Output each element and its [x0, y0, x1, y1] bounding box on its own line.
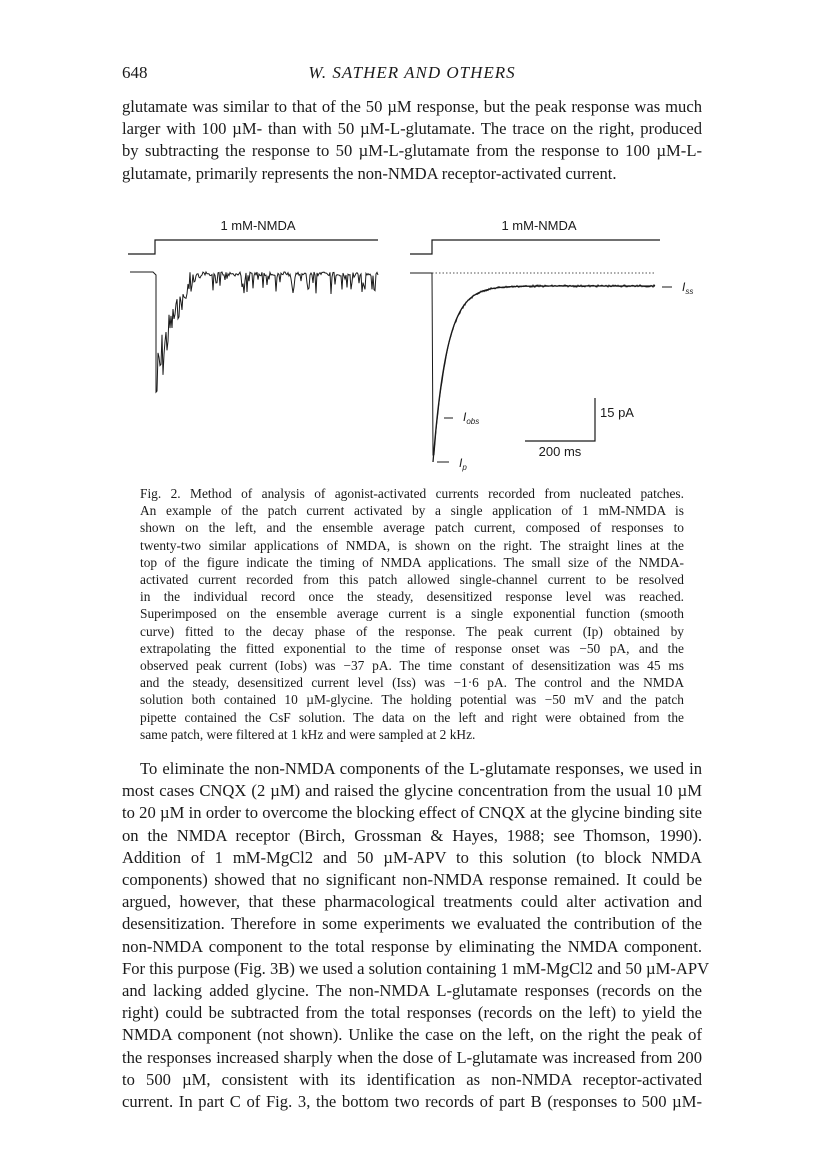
running-head: W. SATHER AND OTHERS — [308, 63, 516, 82]
scale-bar — [525, 398, 595, 441]
text-line: argued, however, that these pharmacological treatments could alter activation and — [122, 892, 702, 912]
right-stimulus-bar — [410, 240, 660, 254]
right-ensemble-trace — [410, 273, 655, 455]
caption-line: solution both contained 10 µM-glycine. The holding potential was −50 mV and the patch — [140, 692, 684, 708]
text-line: glutamate was similar to that of the 50 µM response, but the peak response was much — [122, 97, 702, 116]
caption-line: in the individual record once the steady, desensitized response level was reached. — [140, 589, 684, 605]
scale-bar-y-label: 15 pA — [600, 405, 634, 420]
left-current-trace — [130, 272, 378, 392]
text-line: to 20 µM in order to overcome the blocking effect of CNQX at the glycine binding site — [122, 803, 702, 823]
text-line: NMDA component (not shown). Unlike the case on the left, on the right the peak of — [122, 1025, 702, 1045]
left-stimulus-label: 1 mM-NMDA — [220, 218, 296, 233]
caption-line: and the steady, desensitized current level (Iss) was −1·6 pA. The control and the NMDA — [140, 675, 684, 691]
caption-line: extrapolating the fitted exponential to the time of response onset was −50 pA, and the — [140, 640, 684, 656]
caption-line: An example of the patch current activated by a single application of 1 mM-NMDA is — [140, 503, 684, 519]
caption-line: Superimposed on the ensemble average current is a single exponential function (smooth — [140, 606, 684, 622]
caption-line: curve) fitted to the decay phase of the response. The peak current (Ip) obtained by — [140, 623, 684, 639]
caption-line: same patch, were filtered at 1 kHz and were sampled at 2 kHz. — [140, 726, 476, 742]
caption-line: top of the figure indicate the timing of NMDA applications. The small size of the NMDA- — [140, 554, 684, 570]
caption-line: Fig. 2. Method of analysis of agonist-activated currents recorded from nucleated patches. — [140, 486, 684, 501]
text-line: glutamate, primarily represents the non-NMDA receptor-activated current. — [122, 163, 617, 183]
text-line: non-NMDA component to the total response by eliminating the NMDA component. — [122, 936, 702, 956]
caption-line: activated current recorded from this patch allowed single-channel current to be resolved — [140, 572, 684, 588]
ip-label: $I_p$ — [459, 456, 467, 472]
text-line: most cases CNQX (2 µM) and raised the glycine concentration from the usual 10 µM — [122, 781, 702, 801]
caption-line: pipette contained the CsF solution. The data on the left and right were obtained from the — [140, 709, 684, 725]
text-line: larger with 100 µM- than with 50 µM-L-glutamate. The trace on the right, produced — [122, 119, 702, 139]
right-stimulus-label: 1 mM-NMDA — [501, 218, 577, 233]
page-number: 648 — [122, 63, 148, 82]
left-stimulus-bar — [128, 240, 378, 254]
caption-line: shown on the left, and the ensemble average patch current, composed of responses to — [140, 520, 684, 536]
exponential-fit-curve — [433, 286, 655, 462]
scale-bar-x-label: 200 ms — [538, 444, 582, 459]
text-line: and lacking added glycine. The non-NMDA L-glutamate responses (records on the — [122, 981, 702, 1001]
paragraph-bottom — [122, 758, 710, 1113]
text-line: components) showed that no significant non-NMDA response remained. It could be — [122, 870, 702, 890]
text-line: on the NMDA receptor (Birch, Grossman & Hayes, 1988; see Thomson, 1990). — [122, 825, 702, 845]
text-line: desensitization. Therefore in some experiments we evaluated the contribution of the — [122, 914, 702, 934]
caption-line: twenty-two similar applications of NMDA, is shown on the right. The straight lines at the — [140, 537, 684, 553]
text-line: current. In part C of Fig. 3, the bottom two records of part B (responses to 500 µM- — [122, 1092, 702, 1112]
text-line: to 500 µM, consistent with its identification as non-NMDA receptor-activated — [122, 1069, 702, 1089]
figure-2 — [0, 0, 816, 480]
text-line: by subtracting the response to 50 µM-L-glutamate from the response to 100 µM-L- — [122, 141, 702, 161]
iss-label: $I_{ss}$ — [682, 280, 694, 296]
text-line: For this purpose (Fig. 3B) we used a solution containing 1 mM-MgCl2 and 50 µM-APV — [122, 958, 710, 978]
iobs-label: $I_{obs}$ — [463, 410, 480, 426]
text-line: Addition of 1 mM-MgCl2 and 50 µM-APV to this solution (to block NMDA — [122, 847, 702, 867]
figure-caption — [140, 485, 684, 743]
caption-line: observed peak current (Iobs) was −37 pA. The time constant of desensitization was 45 ms — [140, 658, 684, 674]
text-line: right) could be subtracted from the total responses (records on the left) to yield the — [122, 1003, 702, 1023]
text-line: the responses increased sharply when the dose of L-glutamate was increased from 200 — [122, 1047, 702, 1067]
text-line: To eliminate the non-NMDA components of the L-glutamate responses, we used in — [140, 759, 702, 778]
